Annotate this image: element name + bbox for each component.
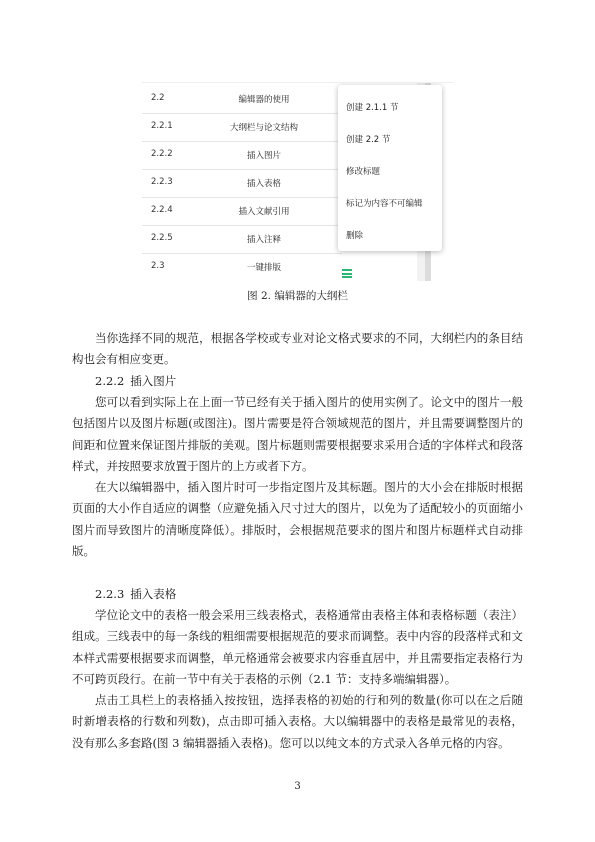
paragraph-4: 学位论文中的表格一般会采用三线表格式，表格通常由表格主体和表格标题（表注）组成。三线表中的每一条线的粗细需要根据规范的要求而调整。表中内容的段落样式和文本样式需要根据要求而调整，单元格通常会被要求内容垂直居中，并且需要指定表格行为不可跨页段行。在前一节中有关于表格的示例（2.1 节：支持多端编辑器）。 <box>72 608 523 686</box>
menu-item-create-2-2: 创建 2.2 节 <box>346 135 391 145</box>
menu-item-delete: 删除 <box>346 231 364 241</box>
outline-item-number: 2.2.4 <box>151 205 173 215</box>
outline-item <box>142 225 342 254</box>
figure-caption: 图 2. 编辑器的大纲栏 <box>247 290 348 302</box>
outline-item-title: 插入文献引用 <box>238 207 290 217</box>
outline-item-number: 2.2.2 <box>151 149 173 159</box>
menu-item-mark-readonly: 标记为内容不可编辑 <box>346 199 423 209</box>
section-heading-2-2-2 <box>95 371 176 392</box>
outline-item-title: 一键排版 <box>246 263 281 273</box>
page-number: 3 <box>294 781 301 792</box>
section-title: 插入图片 <box>130 374 177 388</box>
outline-item <box>142 141 342 170</box>
outline-item-title: 插入注释 <box>246 235 281 245</box>
section-number: 2.2.2 <box>95 374 125 388</box>
paragraph-5: 点击工具栏上的表格插入按按钮，选择表格的初始的行和列的数量(你可以在之后随时新增表格的行数和列数)，点击即可插入表格。大以编辑器中的表格是最常见的表格，没有那么多套路(图 3 编辑器插入表格)。您可以以纯文本的方式录入各单元格的内容。 <box>72 693 523 750</box>
paragraph-1: 当你选择不同的规范，根据各学校或专业对论文格式要求的不同，大纲栏内的条目结构也会有相应变更。 <box>72 331 523 367</box>
outline-item-title: 插入图片 <box>246 151 281 161</box>
outline-item-title: 大纲栏与论文结构 <box>229 123 298 133</box>
outline-item-number: 2.3 <box>151 261 165 271</box>
outline-item-number: 2.2.5 <box>151 233 173 243</box>
outline-figure <box>142 82 454 281</box>
outline-item-number: 2.2.1 <box>151 121 173 131</box>
menu-item-create-2-1-1: 创建 2.1.1 节 <box>346 103 399 113</box>
outline-item-number: 2.2.3 <box>151 177 173 187</box>
outline-item <box>142 113 342 142</box>
paragraph-3: 在大以编辑器中，插入图片时可一步指定图片及其标题。图片的大小会在排版时根据页面的大小作自适应的调整（应避免插入尺寸过大的图片，以免为了适配较小的页面缩小图片而导致图片的清晰度降低）。排版时，会根据规范要求的图片和图片标题样式自动排版。 <box>72 480 523 558</box>
list-menu-icon <box>342 269 352 278</box>
section-heading-2-2-3 <box>95 584 176 605</box>
paragraph-2: 您可以看到实际上在上面一节已经有关于插入图片的使用实例了。论文中的图片一般包括图片以及图片标题(或图注)。图片需要是符合领域规范的图片，并且需要调整图片的间距和位置来保证图片排版的美观。图片标题则需要根据要求采用合适的字体样式和段落样式，并按照要求放置于图片的上方或者下方。 <box>72 395 523 473</box>
outline-item <box>142 253 342 281</box>
outline-item-title: 编辑器的使用 <box>238 95 290 105</box>
section-title: 插入表格 <box>130 587 177 601</box>
menu-item-edit-title: 修改标题 <box>346 167 381 177</box>
outline-item <box>142 85 342 114</box>
outline-item <box>142 169 342 198</box>
outline-item-title: 插入表格 <box>246 179 281 189</box>
outline-item <box>142 197 342 226</box>
outline-item-number: 2.2 <box>151 93 165 103</box>
context-menu <box>338 85 442 251</box>
section-number: 2.2.3 <box>95 587 125 601</box>
